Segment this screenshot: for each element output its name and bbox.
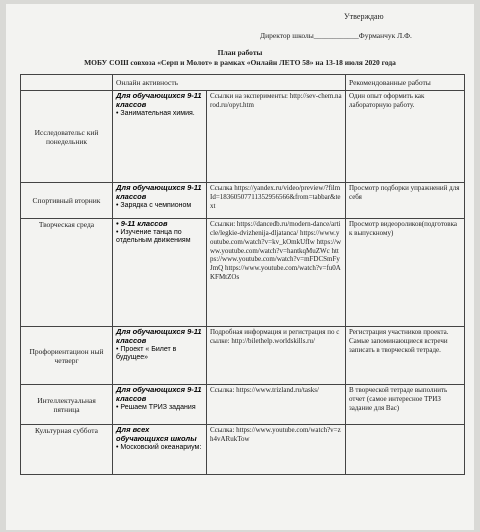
recommended-cell: Один опыт оформить как лабораторную работу. bbox=[346, 91, 465, 183]
recommended-cell: Просмотр видеороликов(подготовка к выпускному) bbox=[346, 219, 465, 327]
resources-cell: Ссылка: https://www.youtube.com/watch?v=zh4vARukTow bbox=[207, 425, 346, 475]
resources-cell: Подробная информация и регистрация по ссылке: http://bilethelp.worldskills.ru/ bbox=[207, 327, 346, 385]
audience-group: Для обучающихся 9-11 классов bbox=[116, 385, 202, 403]
recommended-cell bbox=[346, 425, 465, 475]
activity-item: • Изучение танца по отдельным движениям bbox=[116, 229, 191, 245]
audience-group: Для обучающихся 9-11 классов bbox=[116, 327, 202, 345]
schedule-table bbox=[20, 74, 465, 475]
column-header-recommended: Рекомендованные работы bbox=[346, 75, 465, 91]
table-row bbox=[21, 91, 465, 183]
day-category: Исследовательс кий понедельник bbox=[21, 91, 113, 183]
audience-cell bbox=[113, 327, 207, 385]
day-category: Спортивный вторник bbox=[21, 183, 113, 219]
header-empty-cell bbox=[21, 75, 113, 91]
day-category: Интеллектуальная пятница bbox=[21, 385, 113, 425]
table-row bbox=[21, 219, 465, 327]
document-page bbox=[6, 4, 474, 530]
audience-cell bbox=[113, 425, 207, 475]
activity-item: • Проект « Билет в будущее» bbox=[116, 345, 177, 362]
table-row bbox=[21, 327, 465, 385]
table-row bbox=[21, 385, 465, 425]
resources-cell: Ссылки: https://dancedb.ru/modern-dance/article/legkie-dvizhenija-dljatanca/ https://www.youtube.com/watch?v=kv_kOmkUfIw https://www.youtube.com/watch?v=hantkqMuZWc https://www.youtube.com/watch?v=mFDCSmFyJmQ https://www.youtube.com/watch?v=fu0AKFMtZOs bbox=[207, 219, 346, 327]
day-category: Профориентацион ный четверг bbox=[21, 327, 113, 385]
table-header-row bbox=[21, 75, 465, 91]
activity-item: • Московский океанариум: bbox=[116, 443, 202, 451]
resources-cell: Ссылка https://yandex.ru/video/preview/?filmId=18360507711352956566&from=tabbar&text bbox=[207, 183, 346, 219]
audience-group: Для обучающихся 9-11 классов bbox=[116, 91, 202, 109]
table-row bbox=[21, 183, 465, 219]
recommended-cell: В творческой тетраде выполнить отчет (самое интересное ТРИЗ задание для Вас) bbox=[346, 385, 465, 425]
audience-group: • 9-11 классов bbox=[116, 219, 168, 229]
recommended-cell: Просмотр подборки упражнений для себя bbox=[346, 183, 465, 219]
day-category: Творческая среда bbox=[21, 219, 113, 327]
resources-cell: Ссылка: https://www.trizland.ru/tasks/ bbox=[207, 385, 346, 425]
day-category: Культурная суббота bbox=[21, 425, 113, 475]
plan-title: План работы bbox=[217, 48, 263, 57]
activity-item: • Занимательная химия. bbox=[116, 109, 195, 117]
plan-subtitle: МОБУ СОШ совхоза «Серп и Молот» в рамках «Онлайн ЛЕТО 58» на 13-18 июля 2020 года bbox=[84, 58, 396, 67]
table-row bbox=[21, 425, 465, 475]
activity-item: • Решаем ТРИЗ задания bbox=[116, 403, 196, 411]
recommended-cell: Регистрация участников проекта. Самые запоминающиеся встречи записать в творческой тетраде. bbox=[346, 327, 465, 385]
resources-cell: Ссылки на эксперименты: http://sev-chem.narod.ru/opyt.htm bbox=[207, 91, 346, 183]
audience-cell bbox=[113, 385, 207, 425]
audience-group: Для всех обучающихся школы bbox=[116, 425, 197, 443]
director-signature-line: Директор школы____________Фурманчук Л.Ф. bbox=[260, 31, 412, 40]
audience-cell bbox=[113, 91, 207, 183]
activity-item: • Зарядка с чемпионом bbox=[116, 201, 192, 209]
audience-cell bbox=[113, 183, 207, 219]
audience-cell bbox=[113, 219, 207, 327]
column-header-online: Онлайн активность bbox=[113, 75, 346, 91]
audience-group: Для обучающихся 9-11 классов bbox=[116, 183, 202, 201]
approval-label: Утверждаю bbox=[344, 12, 384, 21]
